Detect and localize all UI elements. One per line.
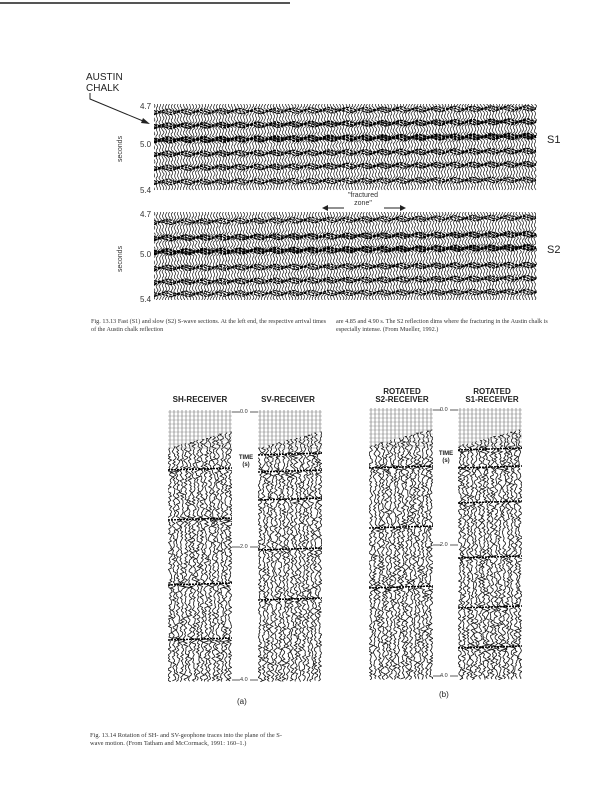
s2-seismic-section — [154, 212, 537, 300]
panel-b-time-label: TIME (s) — [438, 451, 454, 464]
rotated-s2-traces — [369, 408, 433, 680]
panel-b-tick-0: 0.0 — [440, 407, 448, 413]
rotated-s1-receiver-title: ROTATED S1-RECEIVER — [465, 387, 519, 404]
austin-chalk-arrow — [88, 93, 158, 133]
panel-a-sublabel: (a) — [237, 697, 247, 706]
austin-chalk-label: AUSTIN CHALK — [86, 72, 123, 94]
page-top-rule — [0, 2, 290, 4]
s1-section-label: S1 — [547, 134, 561, 146]
s1-tick-top: 4.7 — [140, 102, 152, 111]
panel-a-tick-2: 2.0 — [240, 544, 248, 550]
fractured-zone-arrows — [322, 204, 407, 212]
panel-a-time-label: TIME (s) — [238, 455, 254, 468]
sh-receiver-title: SH-RECEIVER — [172, 395, 228, 404]
figure-13-13-caption-right: are 4.85 and 4.90 s. The S2 reflection dims where the fracturing in the Austin chalk is especially intense. (From Mueller, 1992.) — [336, 318, 548, 333]
panel-a-tick-0: 0.0 — [240, 409, 248, 415]
rotated-s1-traces — [458, 408, 522, 680]
s1-tick-mid: 5.0 — [140, 140, 152, 149]
figure-13-14-caption: Fig. 13.14 Rotation of SH- and SV-geophone traces into the plane of the S-wave motion. (From Tatham and McCormack, 1991: 160–1.) — [90, 732, 282, 747]
s1-axis-label: seconds — [117, 135, 124, 162]
s1-seismic-section — [154, 104, 537, 191]
panel-b-tick-4: 4.0 — [440, 673, 448, 679]
s2-tick-mid: 5.0 — [140, 250, 152, 259]
s1-tick-bottom: 5.4 — [140, 186, 152, 195]
s2-tick-top: 4.7 — [140, 210, 152, 219]
sv-receiver-traces — [258, 410, 322, 682]
fractured-zone-label: "fractured zone" — [347, 192, 379, 207]
s2-axis-label: seconds — [117, 245, 124, 272]
panel-b-sublabel: (b) — [439, 690, 449, 699]
sv-receiver-title: SV-RECEIVER — [261, 395, 315, 404]
sh-receiver-traces — [168, 410, 232, 682]
figure-13-13-caption-left: Fig. 13.13 Fast (S1) and slow (S2) S-wave sections. At the left end, the respective arrival times of the Austin chalk reflection — [91, 318, 327, 333]
s2-section-label: S2 — [547, 244, 561, 256]
panel-b-tick-2: 2.0 — [440, 542, 448, 548]
s2-tick-bottom: 5.4 — [140, 295, 152, 304]
panel-a-tick-4: 4.0 — [240, 677, 248, 683]
rotated-s2-receiver-title: ROTATED S2-RECEIVER — [375, 387, 429, 404]
